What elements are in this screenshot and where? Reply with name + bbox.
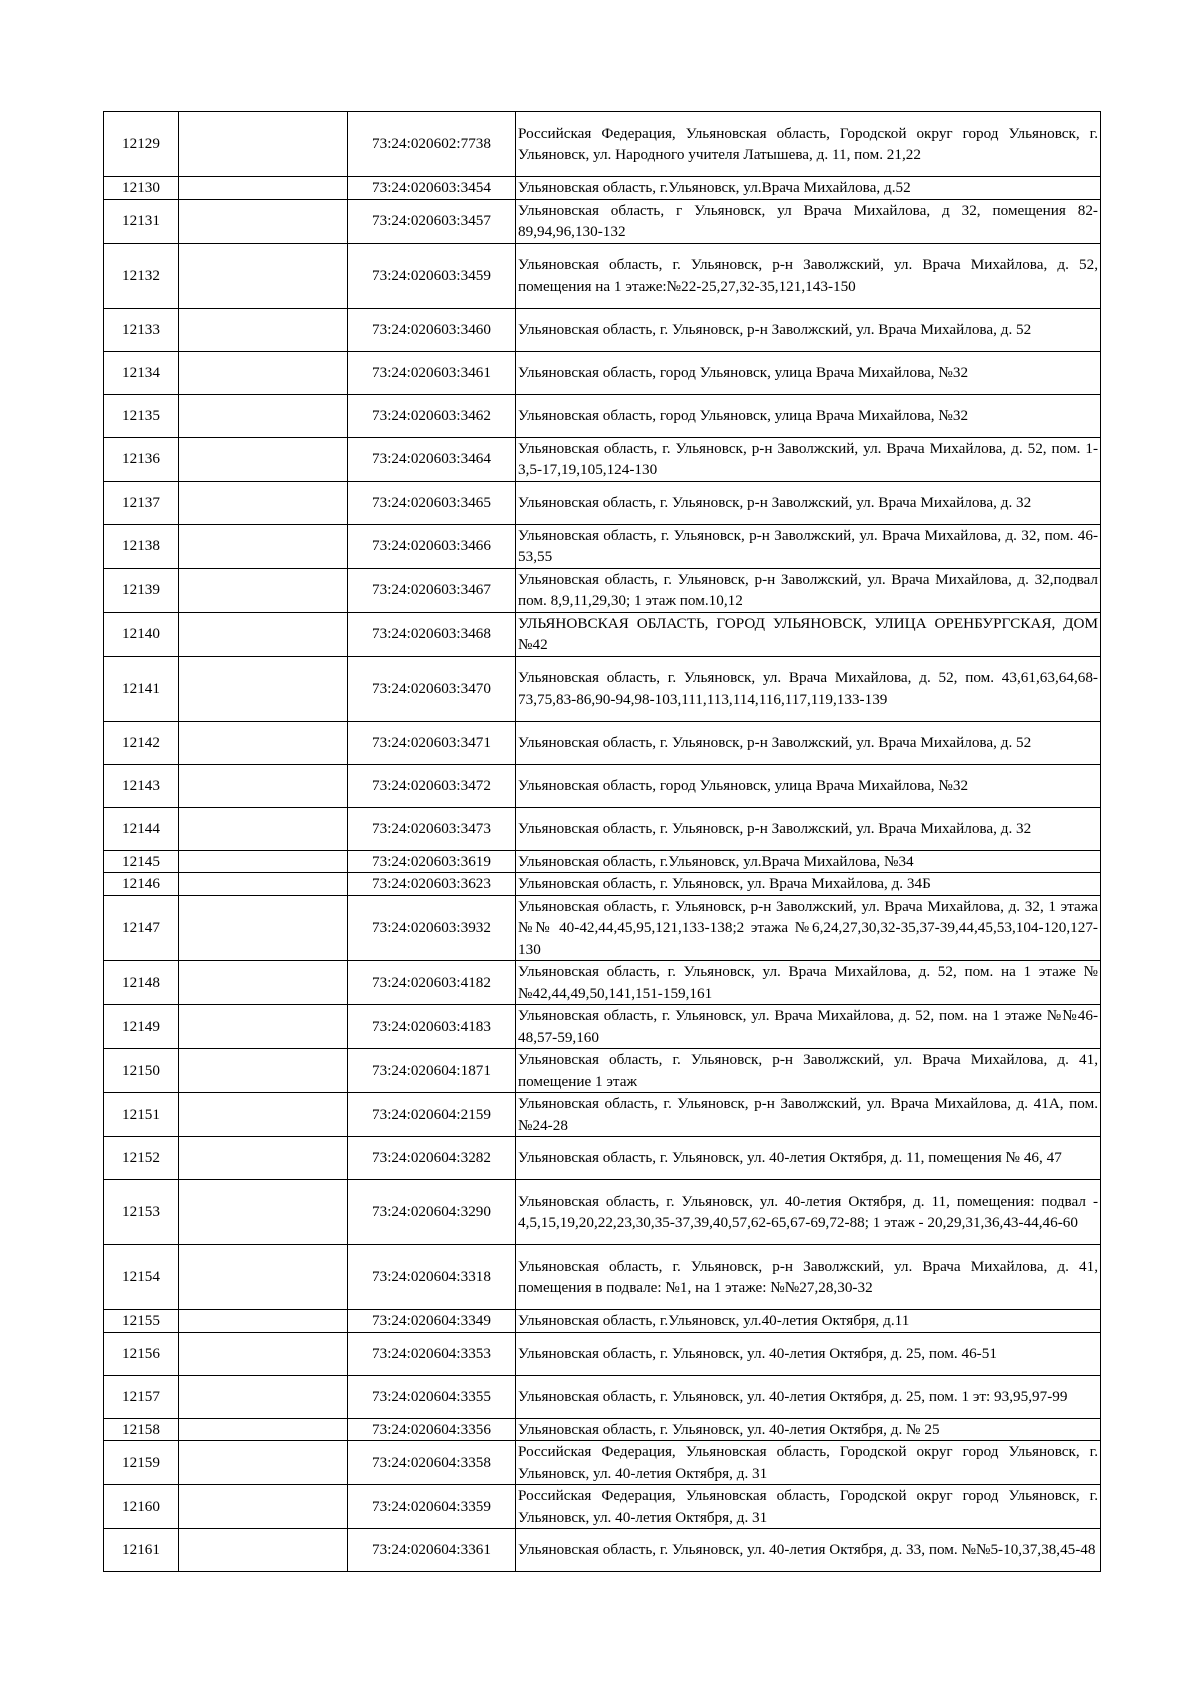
cadastral-number: 73:24:020604:3353 xyxy=(348,1332,516,1375)
row-number: 12159 xyxy=(104,1441,179,1485)
row-number: 12131 xyxy=(104,199,179,243)
cadastral-number: 73:24:020603:3473 xyxy=(348,807,516,850)
address: Ульяновская область, г. Ульяновск, ул. 40-летия Октября, д. 25, пом. 1 эт: 93,95,97-99 xyxy=(516,1375,1101,1418)
row-number: 12161 xyxy=(104,1529,179,1572)
table-row xyxy=(104,961,1101,1005)
empty-cell xyxy=(179,481,348,524)
row-number: 12158 xyxy=(104,1418,179,1441)
row-number: 12136 xyxy=(104,437,179,481)
address: Ульяновская область, г. Ульяновск, р-н Заволжский, ул. Врача Михайлова, д. 41, помещения в подвале: №1, на 1 этаже: №№27,28,30-32 xyxy=(516,1245,1101,1310)
table-row xyxy=(104,568,1101,612)
empty-cell xyxy=(179,1418,348,1441)
cadastral-number: 73:24:020603:3619 xyxy=(348,850,516,873)
cadastral-number: 73:24:020603:3471 xyxy=(348,721,516,764)
table-row xyxy=(104,612,1101,656)
cadastral-number: 73:24:020603:3457 xyxy=(348,199,516,243)
address: Ульяновская область, г. Ульяновск, ул. 40-летия Октября, д. № 25 xyxy=(516,1418,1101,1441)
row-number: 12142 xyxy=(104,721,179,764)
table-row xyxy=(104,1332,1101,1375)
address: Российская Федерация, Ульяновская область, Городской округ город Ульяновск, г. Ульяновск, ул. 40-летия Октября, д. 31 xyxy=(516,1485,1101,1529)
row-number: 12138 xyxy=(104,524,179,568)
address: Ульяновская область, г.Ульяновск, ул.40-летия Октября, д.11 xyxy=(516,1310,1101,1333)
row-number: 12145 xyxy=(104,850,179,873)
row-number: 12129 xyxy=(104,112,179,177)
address: Ульяновская область, г. Ульяновск, р-н Заволжский, ул. Врача Михайлова, д. 32,подвал пом. 8,9,11,29,30; 1 этаж пом.10,12 xyxy=(516,568,1101,612)
cadastral-number: 73:24:020603:3459 xyxy=(348,243,516,308)
address: Ульяновская область, город Ульяновск, улица Врача Михайлова, №32 xyxy=(516,764,1101,807)
table-row xyxy=(104,177,1101,200)
row-number: 12143 xyxy=(104,764,179,807)
empty-cell xyxy=(179,1310,348,1333)
empty-cell xyxy=(179,394,348,437)
cadastral-number: 73:24:020603:3461 xyxy=(348,351,516,394)
table-row xyxy=(104,394,1101,437)
address: УЛЬЯНОВСКАЯ ОБЛАСТЬ, ГОРОД УЛЬЯНОВСК, УЛИЦА ОРЕНБУРГСКАЯ, ДОМ №42 xyxy=(516,612,1101,656)
row-number: 12156 xyxy=(104,1332,179,1375)
cadastral-number: 73:24:020604:3359 xyxy=(348,1485,516,1529)
cadastral-number: 73:24:020604:3358 xyxy=(348,1441,516,1485)
table-row xyxy=(104,807,1101,850)
empty-cell xyxy=(179,1485,348,1529)
table-row xyxy=(104,481,1101,524)
empty-cell xyxy=(179,807,348,850)
address: Ульяновская область, г. Ульяновск, ул. Врача Михайлова, д. 52, пом. на 1 этаже №№46-48,57-59,160 xyxy=(516,1005,1101,1049)
table-row xyxy=(104,721,1101,764)
cadastral-number: 73:24:020604:3349 xyxy=(348,1310,516,1333)
cadastral-number: 73:24:020603:3468 xyxy=(348,612,516,656)
row-number: 12130 xyxy=(104,177,179,200)
table-body xyxy=(104,112,1101,1572)
row-number: 12146 xyxy=(104,873,179,896)
empty-cell xyxy=(179,1005,348,1049)
table-row xyxy=(104,243,1101,308)
empty-cell xyxy=(179,1441,348,1485)
table-row xyxy=(104,1049,1101,1093)
address: Ульяновская область, г. Ульяновск, р-н Заволжский, ул. Врача Михайлова, д. 52, пом. 1-3,5-17,19,105,124-130 xyxy=(516,437,1101,481)
empty-cell xyxy=(179,1375,348,1418)
cadastral-number: 73:24:020603:4182 xyxy=(348,961,516,1005)
cadastral-number: 73:24:020604:3290 xyxy=(348,1180,516,1245)
address: Ульяновская область, г.Ульяновск, ул.Врача Михайлова, №34 xyxy=(516,850,1101,873)
table-row xyxy=(104,1093,1101,1137)
table-row xyxy=(104,1137,1101,1180)
cadastral-number: 73:24:020603:3470 xyxy=(348,656,516,721)
row-number: 12134 xyxy=(104,351,179,394)
property-register-table xyxy=(103,111,1101,1572)
cadastral-number: 73:24:020603:3454 xyxy=(348,177,516,200)
empty-cell xyxy=(179,1049,348,1093)
cadastral-number: 73:24:020603:4183 xyxy=(348,1005,516,1049)
address: Ульяновская область, г Ульяновск, ул Врача Михайлова, д 32, помещения 82-89,94,96,130-132 xyxy=(516,199,1101,243)
row-number: 12148 xyxy=(104,961,179,1005)
address: Ульяновская область, город Ульяновск, улица Врача Михайлова, №32 xyxy=(516,351,1101,394)
table-row xyxy=(104,199,1101,243)
cadastral-number: 73:24:020603:3460 xyxy=(348,308,516,351)
empty-cell xyxy=(179,873,348,896)
table-row xyxy=(104,764,1101,807)
empty-cell xyxy=(179,850,348,873)
table-row xyxy=(104,1310,1101,1333)
address: Ульяновская область, г. Ульяновск, р-н Заволжский, ул. Врача Михайлова, д. 52 xyxy=(516,308,1101,351)
cadastral-number: 73:24:020604:3356 xyxy=(348,1418,516,1441)
row-number: 12133 xyxy=(104,308,179,351)
table-row xyxy=(104,656,1101,721)
address: Ульяновская область, г.Ульяновск, ул.Врача Михайлова, д.52 xyxy=(516,177,1101,200)
table-row xyxy=(104,1485,1101,1529)
empty-cell xyxy=(179,199,348,243)
table-row xyxy=(104,1375,1101,1418)
address: Ульяновская область, г. Ульяновск, р-н Заволжский, ул. Врача Михайлова, д. 32 xyxy=(516,807,1101,850)
table-row xyxy=(104,1418,1101,1441)
row-number: 12155 xyxy=(104,1310,179,1333)
cadastral-number: 73:24:020604:1871 xyxy=(348,1049,516,1093)
empty-cell xyxy=(179,437,348,481)
table-row xyxy=(104,1441,1101,1485)
empty-cell xyxy=(179,351,348,394)
address: Ульяновская область, г. Ульяновск, р-н Заволжский, ул. Врача Михайлова, д. 32, 1 этажа №№ 40-42,44,45,95,121,133-138;2 этажа №6,24,27,30,32-35,37-39,44,45,53,104-120,127-130 xyxy=(516,895,1101,961)
address: Ульяновская область, г. Ульяновск, р-н Заволжский, ул. Врача Михайлова, д. 41А, пом. №24-28 xyxy=(516,1093,1101,1137)
address: Ульяновская область, г. Ульяновск, ул. Врача Михайлова, д. 34Б xyxy=(516,873,1101,896)
row-number: 12150 xyxy=(104,1049,179,1093)
table-row xyxy=(104,850,1101,873)
cadastral-number: 73:24:020604:3318 xyxy=(348,1245,516,1310)
empty-cell xyxy=(179,568,348,612)
row-number: 12139 xyxy=(104,568,179,612)
row-number: 12152 xyxy=(104,1137,179,1180)
cadastral-number: 73:24:020604:3355 xyxy=(348,1375,516,1418)
cadastral-number: 73:24:020604:3282 xyxy=(348,1137,516,1180)
address: Ульяновская область, г. Ульяновск, р-н Заволжский, ул. Врача Михайлова, д. 32, пом. 46-53,55 xyxy=(516,524,1101,568)
empty-cell xyxy=(179,612,348,656)
address: Ульяновская область, г. Ульяновск, р-н Заволжский, ул. Врача Михайлова, д. 52 xyxy=(516,721,1101,764)
row-number: 12160 xyxy=(104,1485,179,1529)
row-number: 12154 xyxy=(104,1245,179,1310)
cadastral-number: 73:24:020603:3467 xyxy=(348,568,516,612)
empty-cell xyxy=(179,1529,348,1572)
row-number: 12149 xyxy=(104,1005,179,1049)
address: Ульяновская область, г. Ульяновск, р-н Заволжский, ул. Врача Михайлова, д. 41, помещение 1 этаж xyxy=(516,1049,1101,1093)
address: Ульяновская область, г. Ульяновск, ул. Врача Михайлова, д. 52, пом. на 1 этаже №№42,44,49,50,141,151-159,161 xyxy=(516,961,1101,1005)
row-number: 12157 xyxy=(104,1375,179,1418)
address: Ульяновская область, г. Ульяновск, ул. 40-летия Октября, д. 33, пом. №№5-10,37,38,45-48 xyxy=(516,1529,1101,1572)
row-number: 12140 xyxy=(104,612,179,656)
cadastral-number: 73:24:020603:3464 xyxy=(348,437,516,481)
empty-cell xyxy=(179,764,348,807)
empty-cell xyxy=(179,1137,348,1180)
address: Российская Федерация, Ульяновская область, Городской округ город Ульяновск, г. Ульяновск, ул. Народного учителя Латышева, д. 11, пом. 21,22 xyxy=(516,112,1101,177)
cadastral-number: 73:24:020602:7738 xyxy=(348,112,516,177)
table-row xyxy=(104,351,1101,394)
row-number: 12135 xyxy=(104,394,179,437)
row-number: 12151 xyxy=(104,1093,179,1137)
table-row xyxy=(104,895,1101,961)
table-row xyxy=(104,1180,1101,1245)
row-number: 12141 xyxy=(104,656,179,721)
row-number: 12132 xyxy=(104,243,179,308)
cadastral-number: 73:24:020603:3472 xyxy=(348,764,516,807)
empty-cell xyxy=(179,524,348,568)
empty-cell xyxy=(179,895,348,961)
address: Ульяновская область, г. Ульяновск, ул. 40-летия Октября, д. 25, пом. 46-51 xyxy=(516,1332,1101,1375)
empty-cell xyxy=(179,961,348,1005)
table-row xyxy=(104,1245,1101,1310)
empty-cell xyxy=(179,721,348,764)
address: Ульяновская область, г. Ульяновск, ул. Врача Михайлова, д. 52, пом. 43,61,63,64,68-73,75,83-86,90-94,98-103,111,113,114,116,117,119,133-139 xyxy=(516,656,1101,721)
cadastral-number: 73:24:020603:3623 xyxy=(348,873,516,896)
empty-cell xyxy=(179,1332,348,1375)
address: Ульяновская область, г. Ульяновск, ул. 40-летия Октября, д. 11, помещения № 46, 47 xyxy=(516,1137,1101,1180)
address: Российская Федерация, Ульяновская область, Городской округ город Ульяновск, г. Ульяновск, ул. 40-летия Октября, д. 31 xyxy=(516,1441,1101,1485)
empty-cell xyxy=(179,112,348,177)
row-number: 12147 xyxy=(104,895,179,961)
empty-cell xyxy=(179,1180,348,1245)
cadastral-number: 73:24:020603:3932 xyxy=(348,895,516,961)
cadastral-number: 73:24:020603:3462 xyxy=(348,394,516,437)
row-number: 12137 xyxy=(104,481,179,524)
cadastral-number: 73:24:020604:3361 xyxy=(348,1529,516,1572)
cadastral-number: 73:24:020603:3465 xyxy=(348,481,516,524)
empty-cell xyxy=(179,656,348,721)
address: Ульяновская область, г. Ульяновск, р-н Заволжский, ул. Врача Михайлова, д. 32 xyxy=(516,481,1101,524)
table-row xyxy=(104,873,1101,896)
table-row xyxy=(104,524,1101,568)
empty-cell xyxy=(179,308,348,351)
address: Ульяновская область, г. Ульяновск, р-н Заволжский, ул. Врача Михайлова, д. 52, помещения на 1 этаже:№22-25,27,32-35,121,143-150 xyxy=(516,243,1101,308)
empty-cell xyxy=(179,1245,348,1310)
table-row xyxy=(104,308,1101,351)
row-number: 12153 xyxy=(104,1180,179,1245)
table-row xyxy=(104,437,1101,481)
cadastral-number: 73:24:020603:3466 xyxy=(348,524,516,568)
row-number: 12144 xyxy=(104,807,179,850)
table-row xyxy=(104,112,1101,177)
empty-cell xyxy=(179,243,348,308)
empty-cell xyxy=(179,1093,348,1137)
empty-cell xyxy=(179,177,348,200)
address: Ульяновская область, г. Ульяновск, ул. 40-летия Октября, д. 11, помещения: подвал - 4,5,15,19,20,22,23,30,35-37,39,40,57,62-65,67-69,72-88; 1 этаж - 20,29,31,36,43-44,46-60 xyxy=(516,1180,1101,1245)
address: Ульяновская область, город Ульяновск, улица Врача Михайлова, №32 xyxy=(516,394,1101,437)
table-row xyxy=(104,1005,1101,1049)
table-row xyxy=(104,1529,1101,1572)
cadastral-number: 73:24:020604:2159 xyxy=(348,1093,516,1137)
